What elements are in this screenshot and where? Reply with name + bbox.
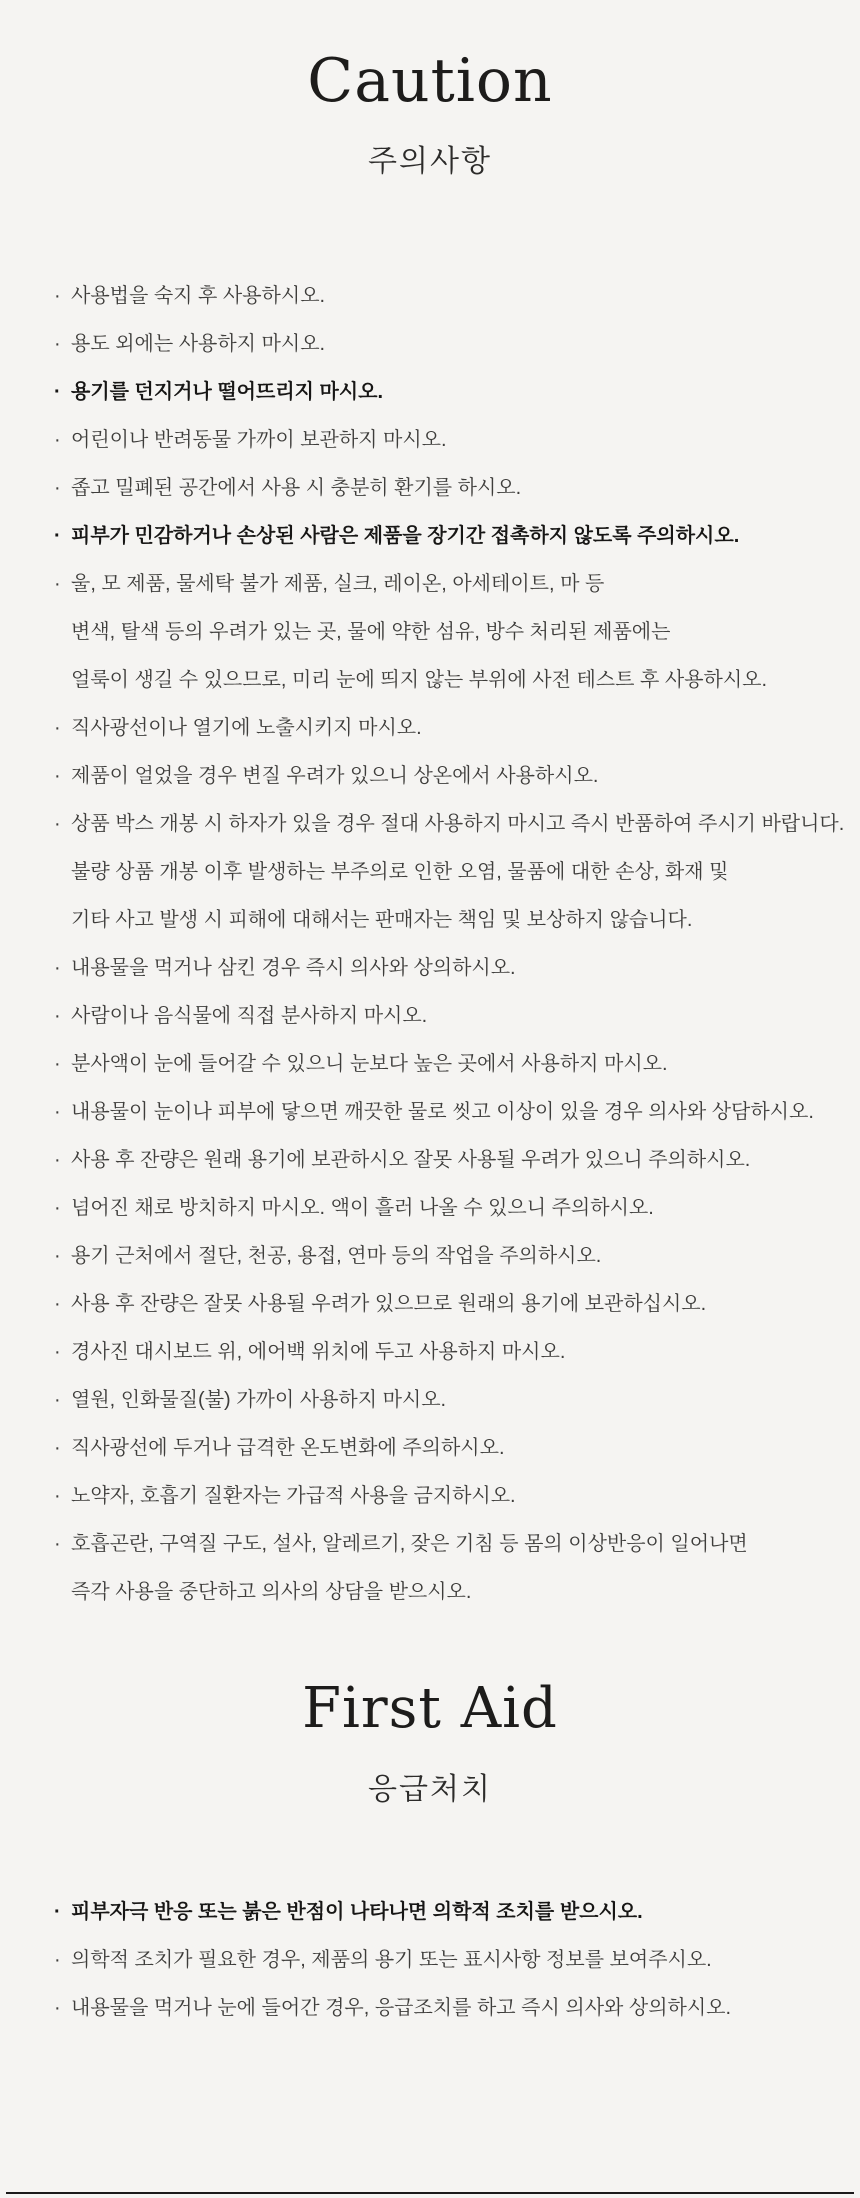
list-item [54,1888,806,1936]
list-item [54,1472,806,1520]
bullet-dot: · [54,1389,61,1411]
list-item [54,752,806,800]
list-item-text: 피부가 민감하거나 손상된 사람은 제품을 장기간 접촉하지 않도록 주의하시오. [71,525,740,547]
caution-list [54,272,845,1616]
first-aid-section [54,1674,806,2032]
list-item-text: 경사진 대시보드 위, 에어백 위치에 두고 사용하지 마시오. [71,1341,566,1363]
bottom-divider [6,2192,854,2194]
bullet-dot: · [54,1149,61,1171]
list-item [54,1184,806,1232]
list-item-text: 넘어진 채로 방치하지 마시오. 액이 흘러 나올 수 있으니 주의하시오. [71,1197,654,1219]
bullet-dot: · [54,1197,61,1219]
list-item-text: 피부자극 반응 또는 붉은 반점이 나타나면 의학적 조치를 받으시오. [71,1901,643,1923]
list-item-text: 사용법을 숙지 후 사용하시오. [71,285,326,307]
bullet-spacer [54,608,71,656]
bullet-dot: · [54,1437,61,1459]
list-item [54,272,806,320]
bullet-dot: · [54,477,61,499]
list-item [54,1040,806,1088]
first-aid-section-title: First Aid [302,1676,558,1741]
caution-section-subtitle: 주의사항 [368,145,492,178]
list-item-text: 분사액이 눈에 들어갈 수 있으니 눈보다 높은 곳에서 사용하지 마시오. [71,1053,668,1075]
list-item [54,1520,806,1616]
list-item-text: 용기를 던지거나 떨어뜨리지 마시오. [71,381,384,403]
list-item-text: 호흡곤란, 구역질 구도, 설사, 알레르기, 잦은 기침 등 몸의 이상반응이 일어나면 [71,1533,748,1555]
list-item-text: 어린이나 반려동물 가까이 보관하지 마시오. [71,429,447,451]
list-item [54,1936,806,1984]
list-item-text: 내용물이 눈이나 피부에 닿으면 깨끗한 물로 씻고 이상이 있을 경우 의사와 상담하시오. [71,1101,814,1123]
list-item [54,368,806,416]
list-item-text: 직사광선에 두거나 급격한 온도변화에 주의하시오. [71,1437,505,1459]
list-item-text: 상품 박스 개봉 시 하자가 있을 경우 절대 사용하지 마시고 즉시 반품하여 주시기 바랍니다. [71,813,845,835]
list-item [54,416,806,464]
bullet-dot: · [54,1949,61,1971]
list-item [54,1232,806,1280]
list-item-text: 즉각 사용을 중단하고 의사의 상담을 받으시오. [71,1581,472,1603]
bullet-dot: · [54,1997,61,2019]
list-item-text: 사용 후 잔량은 잘못 사용될 우려가 있으므로 원래의 용기에 보관하십시오. [71,1293,707,1315]
list-item-text: 변색, 탈색 등의 우려가 있는 곳, 물에 약한 섬유, 방수 처리된 제품에는 [71,621,671,643]
list-item [54,1136,806,1184]
bullet-spacer [54,656,71,704]
bullet-dot: · [54,429,61,451]
list-item-text: 내용물을 먹거나 눈에 들어간 경우, 응급조치를 하고 즉시 의사와 상의하시오. [71,1997,732,2019]
list-item-text: 노약자, 호흡기 질환자는 가급적 사용을 금지하시오. [71,1485,516,1507]
bullet-spacer [54,848,71,896]
list-item-text: 사람이나 음식물에 직접 분사하지 마시오. [71,1005,428,1027]
list-item-text: 울, 모 제품, 물세탁 불가 제품, 실크, 레이온, 아세테이트, 마 등 [71,573,605,595]
bullet-dot: · [54,717,61,739]
bullet-dot: · [54,381,61,403]
list-item-text: 제품이 얼었을 경우 변질 우려가 있으니 상온에서 사용하시오. [71,765,599,787]
bullet-dot: · [54,1485,61,1507]
bullet-dot: · [54,1293,61,1315]
list-item [54,1424,806,1472]
list-item [54,1376,806,1424]
list-item-text: 내용물을 먹거나 삼킨 경우 즉시 의사와 상의하시오. [71,957,516,979]
list-item [54,320,806,368]
bullet-dot: · [54,525,61,547]
list-item-text: 불량 상품 개봉 이후 발생하는 부주의로 인한 오염, 물품에 대한 손상, 화재 및 [71,861,729,883]
bullet-dot: · [54,1245,61,1267]
bullet-dot: · [54,573,61,595]
list-item [54,512,806,560]
list-item [54,1984,806,2032]
list-item [54,704,806,752]
list-item [54,464,806,512]
first-aid-section-subtitle: 응급처치 [368,1773,492,1806]
list-item [54,1088,814,1136]
bullet-dot: · [54,333,61,355]
list-item [54,800,845,944]
list-item [54,1280,806,1328]
list-item-text: 열원, 인화물질(불) 가까이 사용하지 마시오. [71,1389,447,1411]
list-item [54,1328,806,1376]
list-item-text: 직사광선이나 열기에 노출시키지 마시오. [71,717,422,739]
bullet-dot: · [54,957,61,979]
list-item [54,992,806,1040]
list-item-text: 의학적 조치가 필요한 경우, 제품의 용기 또는 표시사항 정보를 보여주시오. [71,1949,712,1971]
bullet-dot: · [54,1341,61,1363]
bullet-dot: · [54,1005,61,1027]
caution-section-title: Caution [307,46,553,116]
bullet-dot: · [54,1533,61,1555]
list-item-text: 용도 외에는 사용하지 마시오. [71,333,326,355]
bullet-dot: · [54,765,61,787]
list-item-text: 용기 근처에서 절단, 천공, 용접, 연마 등의 작업을 주의하시오. [71,1245,602,1267]
bullet-spacer [54,1568,71,1616]
list-item-text: 기타 사고 발생 시 피해에 대해서는 판매자는 책임 및 보상하지 않습니다. [71,909,693,931]
bullet-dot: · [54,285,61,307]
list-item-text: 얼룩이 생길 수 있으므로, 미리 눈에 띄지 않는 부위에 사전 테스트 후 사용하시오. [71,669,768,691]
bullet-dot: · [54,1101,61,1123]
list-item-text: 사용 후 잔량은 원래 용기에 보관하시오 잘못 사용될 우려가 있으니 주의하시오. [71,1149,751,1171]
bullet-dot: · [54,813,61,835]
list-item-text: 좁고 밀폐된 공간에서 사용 시 충분히 환기를 하시오. [71,477,522,499]
bullet-dot: · [54,1053,61,1075]
list-item [54,944,806,992]
first-aid-list [54,1888,806,2032]
bullet-dot: · [54,1901,61,1923]
list-item [54,560,806,704]
bullet-spacer [54,896,71,944]
